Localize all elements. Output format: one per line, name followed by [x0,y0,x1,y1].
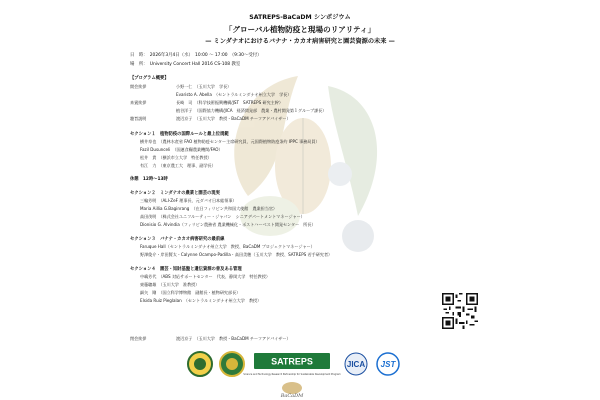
event-venue: 場 所： University Concert Hall 2016 CS-108 教室 [130,62,241,67]
break-label: 休憩 12時～13時 [130,177,168,182]
svg-text:SATREPS: SATREPS [271,356,313,367]
symposium-flyer [118,6,482,398]
jica-logo [345,353,367,375]
section-3-speaker: 野澤俊介・岸田賢太・Calynne Ocampo-Padilla・高田美穂（玉川大学 教授、SATREPS 若手研究者） [140,252,333,257]
opening-speaker: 小野一仁 （玉川大学 学長） [176,84,232,89]
event-title: 「グローバル植物防疫と現場のリアリティ」 [224,25,376,34]
section-1-speaker: 有江 力 （東京農工大 理事、副学長） [140,163,216,168]
satreps-logo [243,353,341,376]
svg-text:BaCaDM: BaCaDM [280,393,304,398]
section-4-title: セクション４ 園芸・知財基盤と遺伝資源の普及ある管理 [130,267,242,272]
university-seal-2 [220,352,244,376]
cacao-banana-watermark [208,46,398,266]
section-4-speaker: Elsida Ruiz Pieglalan （セントラルミンダナオ州立大学 教授） [140,298,262,303]
section-1-speaker: 横井寿也 （農林水産省 FAO 植物防疫センター主席研究員、元国際植物防疫条約 IPPC 事務局員） [140,139,320,144]
svg-text:JICA: JICA [346,360,366,369]
section-2-title: セクション２ ミンダナオの農業と園芸の現実 [130,191,220,196]
closing-speaker: 渡辺京子 （玉川大学 教授・BaCaDM チーフアドバイザー） [176,336,291,341]
closing-role: 閉会挨拶 [130,336,147,341]
purpose-role: 趣旨説明 [130,116,147,121]
section-2-speaker: Maria Aillia G.Baginrang （在日フィリピン共和国大使館 農業担当官） [140,206,278,211]
guest-speaker: 植谷洋子 （国際協力機構/JICA 経済開発部 農業・農村開発第１グループ課長） [176,108,327,113]
section-3-speaker: Faruque Hall（セントラルミンダナオ州立大学 教授、BaCaDM プロジェクトマネージャー） [140,244,315,249]
bacadm-logo [280,382,304,398]
purpose-speaker: 渡辺京子 （玉川大学 教授・BaCaDM チーフアドバイザー） [176,116,291,121]
jst-logo [377,353,399,375]
partner-logos [130,350,470,398]
opening-speaker: Evaristo A. Abella （セントラルミンダナオ州立大学 学長） [176,92,292,97]
section-3-title: セクション３ バナナ・カカオ病害研究の最前線 [130,237,225,242]
section-1-title: セクション１ 植物防疫の国際ルールと最上位規範 [130,132,229,137]
section-4-speaker: 細矢 剛 （国立科学博物館 副館長・植物研究部長） [140,290,241,295]
event-subtitle: — ミンダナオにおけるバナナ・カカオ病害研究と園芸資源の未来 — [205,38,395,45]
guest-speaker: 長崎 司 （科学技術振興機構/JST SATREPS 研究主幹） [176,100,283,105]
section-1-speaker: Fazil Dusunceli （国連食糧農業機関/FAO） [140,147,223,152]
program-label: 【プログラム概要】 [130,76,169,81]
guest-role: 来賓挨拶 [130,100,147,105]
event-series: SATREPS-BaCaDM シンポジウム [249,14,351,21]
section-2-speaker: 三輪芳明 （ALI-ZeF 理事長、元ダバオ日本総領事） [140,198,237,203]
event-datetime: 日 時： 2026年3月4日（水） 10:00 ～ 17:00 （9:30～受付） [130,53,262,58]
qr-code[interactable] [442,293,478,329]
svg-text:Science and Technology Researc: Science and Technology Research Partnership for Sustainable Development Program [243,373,341,376]
section-1-speaker: 松井 貴 （横浜市立大学 特任教授） [140,155,212,160]
section-2-speaker: Dionisio G. Alvindia（フィリピン農務省 農業機械化・ポストハーベスト開発センター 所長） [140,222,316,227]
university-seal-1 [188,352,212,376]
opening-role: 開会挨拶 [130,84,147,89]
svg-text:JST: JST [380,360,396,369]
section-4-speaker: 中嶋芳代 （ABS 対応サポートセンター 代表、静岡大学 特任教授） [140,274,270,279]
section-4-speaker: 東藤聰雄 （玉川大学 准教授） [140,282,200,287]
section-2-speaker: 高田茂明 （株式会社ユニフルーティー・ジャパン シニアデパートメントマネージャー） [140,214,305,219]
